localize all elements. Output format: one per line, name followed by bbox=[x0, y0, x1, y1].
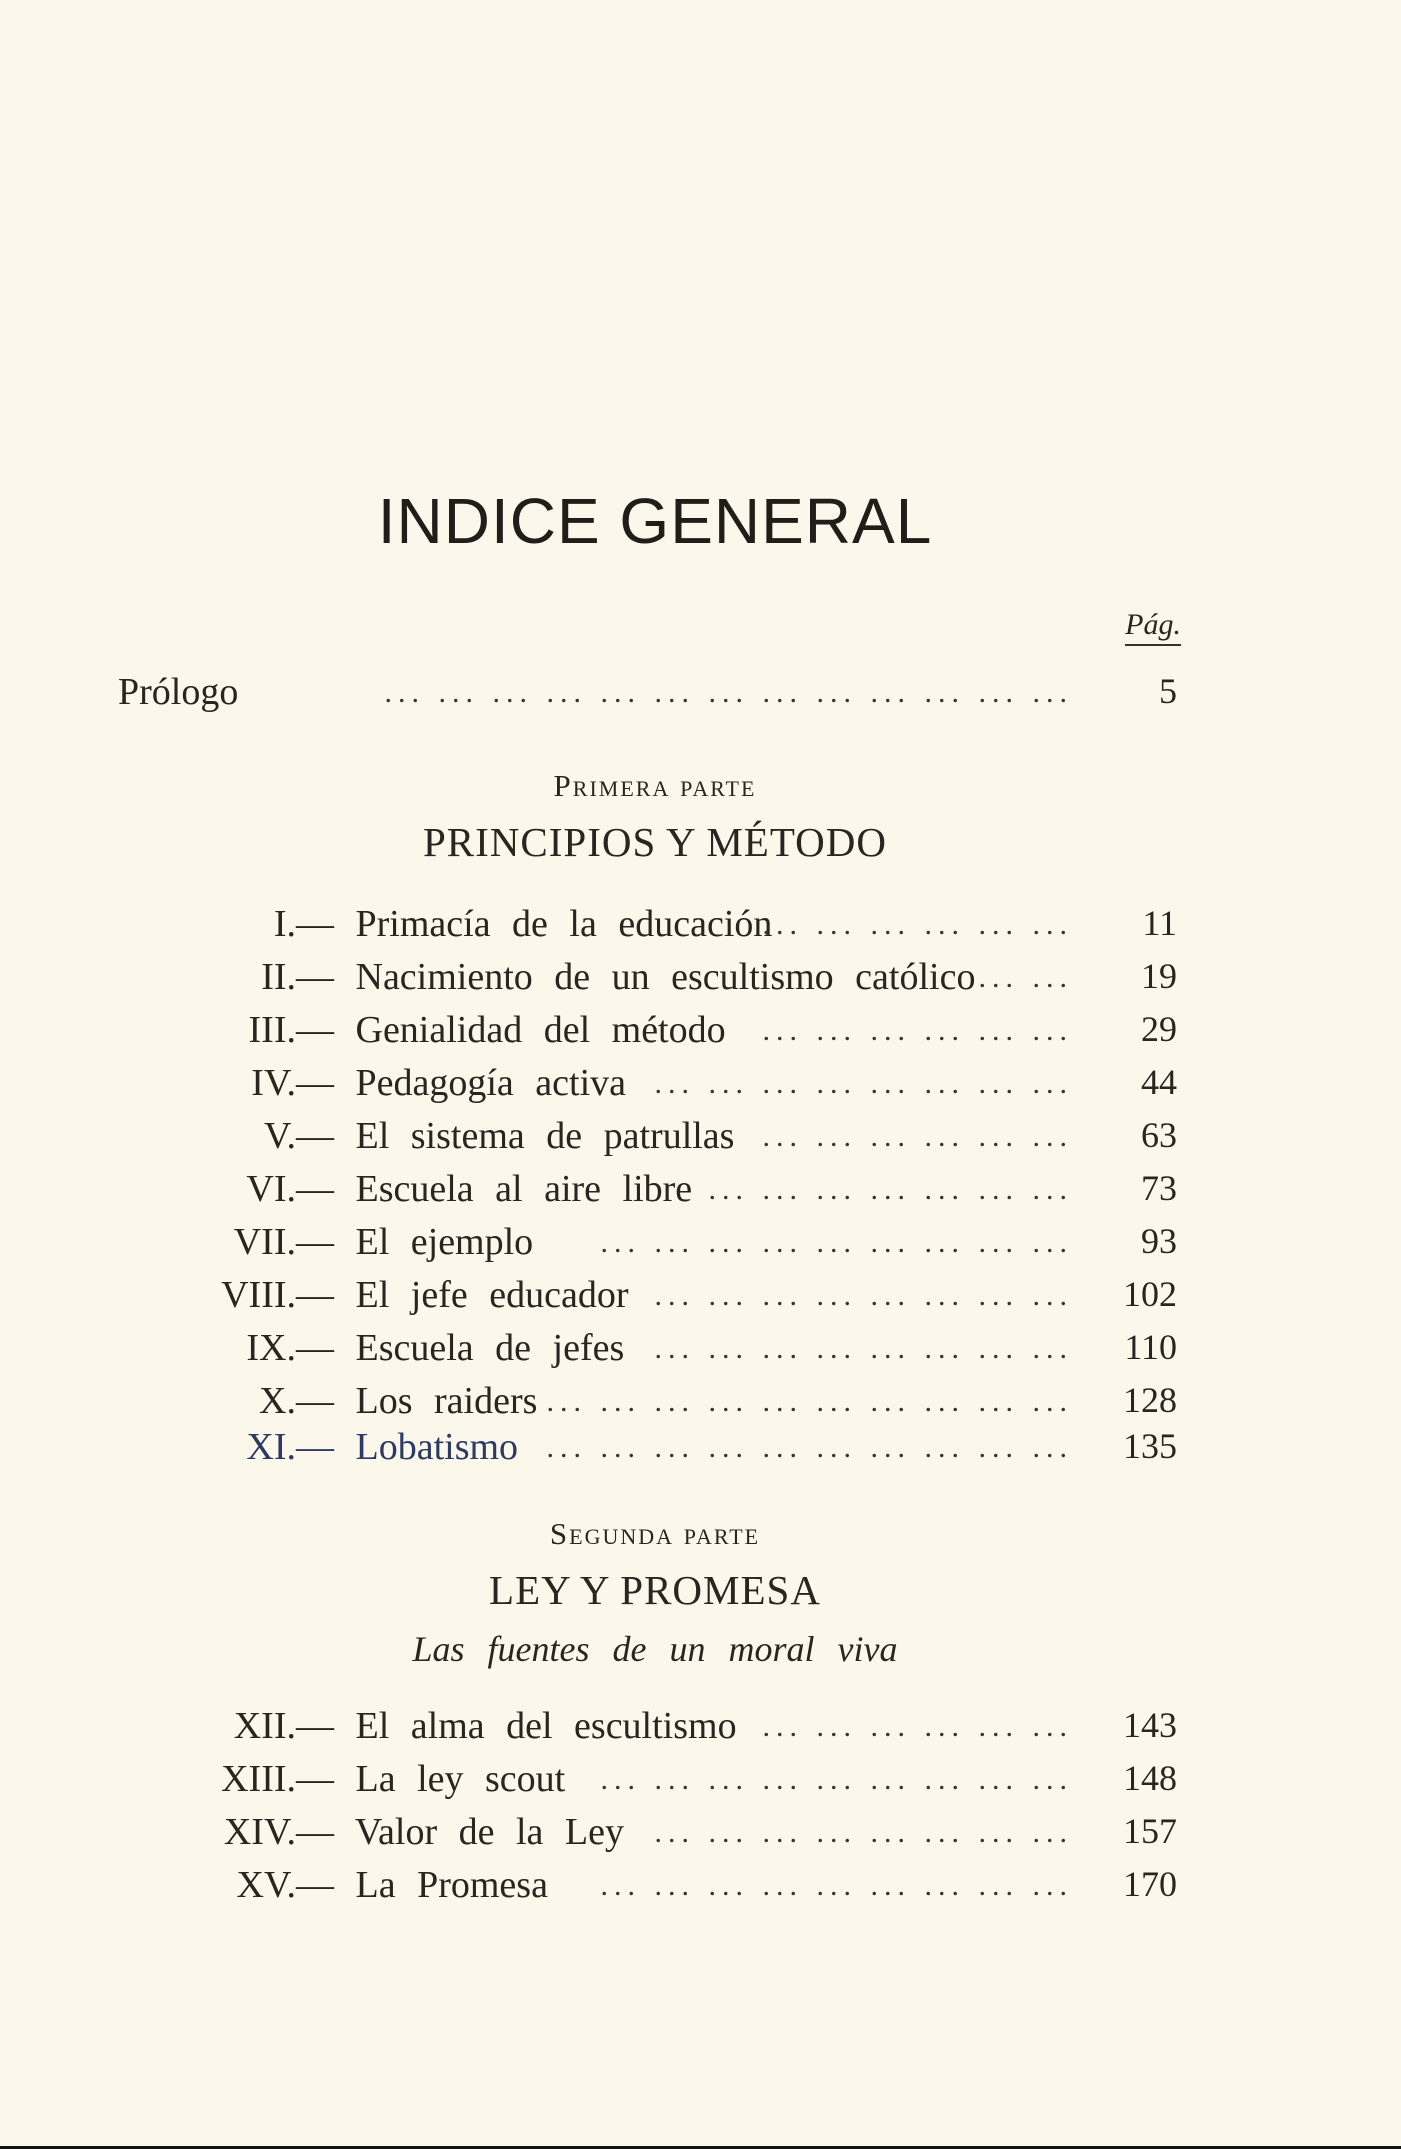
dot-leader: ... ... ... ... ... ... ... ... bbox=[654, 1816, 1073, 1849]
toc-entry bbox=[0, 1220, 1401, 1270]
part-subtitle: Las fuentes de un moral viva bbox=[412, 1629, 898, 1669]
dot-leader: ... ... ... ... ... ... ... ... bbox=[654, 1279, 1073, 1312]
part-heading-1 bbox=[0, 768, 1310, 866]
dot-leader: ... ... ... ... ... ... ... ... ... bbox=[600, 1869, 1073, 1902]
chapter-number: III. bbox=[248, 1009, 296, 1051]
toc-page-number: 63 bbox=[1141, 1115, 1177, 1155]
toc-entry-label: — Lobatismo bbox=[296, 1426, 519, 1468]
toc-entry-label: — El alma del escultismo bbox=[296, 1705, 737, 1747]
toc-entry-label: — El ejemplo bbox=[296, 1221, 534, 1263]
chapter-number: VI. bbox=[246, 1168, 296, 1210]
chapter-number: VII. bbox=[233, 1221, 296, 1263]
toc-page-number: 170 bbox=[1123, 1864, 1177, 1904]
dot-leader: ... ... ... ... ... ... ... ... ... bbox=[600, 1226, 1073, 1259]
toc-page-number: 143 bbox=[1123, 1705, 1177, 1745]
toc-entry-label: — La ley scout bbox=[296, 1758, 566, 1800]
toc-entry bbox=[0, 1114, 1401, 1164]
dot-leader: ... ... ... ... ... ... ... ... bbox=[654, 1067, 1073, 1100]
toc-entry bbox=[0, 1704, 1401, 1754]
toc-page-number: 44 bbox=[1141, 1062, 1177, 1102]
toc-page-number: 148 bbox=[1123, 1758, 1177, 1798]
toc-entry bbox=[0, 955, 1401, 1005]
dot-leader: ... ... ... ... ... ... bbox=[762, 1710, 1073, 1743]
toc-entry-label: — Escuela al aire libre bbox=[296, 1168, 693, 1210]
toc-entry bbox=[0, 1863, 1401, 1913]
dot-leader: ... ... ... ... ... ... bbox=[762, 1014, 1073, 1047]
dot-leader: ... ... ... ... ... ... ... ... ... ... bbox=[546, 1385, 1073, 1418]
dot-leader: ... ... ... ... ... ... ... ... ... ... bbox=[546, 1431, 1073, 1464]
toc-page-number: 102 bbox=[1123, 1274, 1177, 1314]
dot-leader: ... ... ... ... ... ... ... ... ... bbox=[600, 1763, 1073, 1796]
part-kicker: Segunda parte bbox=[549, 1516, 761, 1551]
chapter-number: XII. bbox=[233, 1705, 296, 1747]
toc-entry bbox=[0, 902, 1401, 952]
toc-entry-label: — El jefe educador bbox=[296, 1274, 629, 1316]
part-heading-2 bbox=[0, 1516, 1310, 1670]
toc-page-number: 29 bbox=[1141, 1009, 1177, 1049]
toc-entry-label: — Pedagogía activa bbox=[296, 1062, 627, 1104]
toc-entry bbox=[0, 1167, 1401, 1217]
toc-entry bbox=[0, 1379, 1401, 1429]
chapter-number: VIII. bbox=[221, 1274, 296, 1316]
part-kicker: Primera parte bbox=[553, 768, 757, 803]
toc-entry-label: — Valor de la Ley bbox=[296, 1811, 624, 1853]
toc-entry-label: — Nacimiento de un escultismo católico bbox=[296, 956, 976, 998]
toc-entry bbox=[0, 1008, 1401, 1058]
dot-leader: ... ... ... ... ... ... ... ... ... ... ... ... ... bbox=[384, 676, 1073, 709]
toc-page-number: 110 bbox=[1124, 1327, 1177, 1367]
chapter-number: X. bbox=[259, 1380, 296, 1422]
toc-entry-label: — Escuela de jefes bbox=[296, 1327, 625, 1369]
toc-entry bbox=[0, 1425, 1401, 1475]
toc-entry-label: — Genialidad del método bbox=[296, 1009, 726, 1051]
toc-entry bbox=[0, 1757, 1401, 1807]
toc-entry bbox=[0, 1061, 1401, 1111]
toc-entry-prologue bbox=[0, 670, 1401, 720]
chapter-number: IX. bbox=[246, 1327, 296, 1369]
dot-leader: ... ... ... ... ... ... ... bbox=[708, 1173, 1073, 1206]
toc-entry-label: — Primacía de la educación bbox=[296, 903, 773, 945]
dot-leader: ... ... ... ... ... ... bbox=[762, 908, 1073, 941]
toc-entry-label: — La Promesa bbox=[296, 1864, 548, 1906]
chapter-number: XIII. bbox=[221, 1758, 296, 1800]
dot-leader: ... ... bbox=[978, 961, 1073, 994]
toc-entry-label: — Los raiders bbox=[296, 1380, 538, 1422]
chapter-number: I. bbox=[273, 903, 296, 945]
toc-page-number: 157 bbox=[1123, 1811, 1177, 1851]
index-title: INDICE GENERAL bbox=[377, 485, 933, 557]
toc-entry bbox=[0, 1273, 1401, 1323]
toc-entry bbox=[0, 1810, 1401, 1860]
dot-leader: ... ... ... ... ... ... bbox=[762, 1120, 1073, 1153]
toc-page-number: 5 bbox=[1159, 671, 1177, 711]
toc-page-number: 11 bbox=[1142, 903, 1177, 943]
toc-entry bbox=[0, 1326, 1401, 1376]
toc-page-number: 73 bbox=[1141, 1168, 1177, 1208]
toc-page-number: 128 bbox=[1123, 1380, 1177, 1420]
chapter-number: V. bbox=[263, 1115, 296, 1157]
chapter-number: XV. bbox=[236, 1864, 296, 1906]
toc-page-number: 93 bbox=[1141, 1221, 1177, 1261]
part-title: PRINCIPIOS Y MÉTODO bbox=[423, 819, 887, 865]
chapter-number: II. bbox=[261, 956, 296, 998]
chapter-number: IV. bbox=[251, 1062, 296, 1104]
toc-entry-label: — El sistema de patrullas bbox=[296, 1115, 735, 1157]
chapter-number: XI. bbox=[246, 1426, 296, 1468]
part-title: LEY Y PROMESA bbox=[489, 1567, 821, 1613]
toc-page-number: 135 bbox=[1123, 1426, 1177, 1466]
dot-leader: ... ... ... ... ... ... ... ... bbox=[654, 1332, 1073, 1365]
toc-entry-label: Prólogo bbox=[118, 671, 239, 713]
chapter-number: XIV. bbox=[223, 1811, 296, 1853]
page-column-header: Pág. bbox=[1125, 608, 1181, 646]
toc-page-number: 19 bbox=[1141, 956, 1177, 996]
